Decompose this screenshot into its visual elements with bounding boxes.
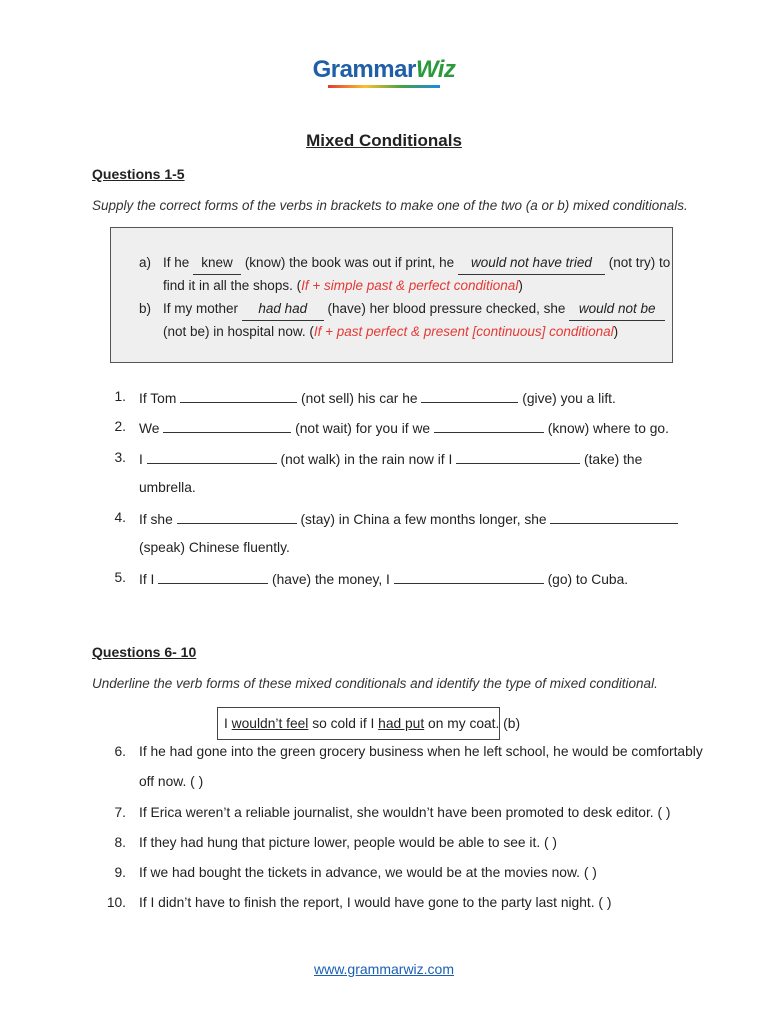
question-3 (139, 448, 642, 470)
example-a-close: ) (518, 278, 523, 293)
question-number: 1. (114, 389, 126, 404)
q1-text-a: If Tom (139, 391, 177, 406)
example-a-answer1: knew (193, 251, 241, 275)
question-1 (139, 387, 616, 409)
q1-blank-2[interactable] (421, 387, 518, 403)
q5-text-b: (have) the money, I (272, 572, 390, 587)
q4-text-b: (stay) in China a few months longer, she (300, 512, 547, 527)
question-10: If I didn’t have to finish the report, I would have gone to the party last night. ( ) (139, 895, 612, 910)
sample-underlined-2: had put (378, 716, 425, 731)
example-a-text1: If he (163, 255, 190, 270)
example-b-cont: (not be) in hospital now. ( (163, 324, 314, 339)
question-4 (139, 508, 678, 530)
q2-blank-2[interactable] (434, 417, 544, 433)
question-number: 7. (114, 805, 126, 820)
question-number: 2. (114, 419, 126, 434)
section2-instruction: Underline the verb forms of these mixed conditionals and identify the type of mixed conditional. (92, 676, 658, 691)
section1-instruction: Supply the correct forms of the verbs in brackets to make one of the two (a or b) mixed conditionals. (92, 198, 688, 213)
question-number: 4. (114, 510, 126, 525)
example-a-answer2: would not have tried (458, 251, 605, 275)
example-b-answer1: had had (242, 297, 324, 321)
logo-rainbow-bar (328, 85, 440, 88)
question-5 (139, 568, 628, 590)
question-number: 5. (114, 570, 126, 585)
q5-blank-2[interactable] (394, 568, 544, 584)
grammarwiz-logo (0, 56, 768, 88)
example-a-text3: (not try) to (608, 255, 671, 270)
example-b-close: ) (613, 324, 619, 339)
question-number: 10. (106, 895, 126, 910)
question-number: 9. (114, 865, 126, 880)
question-2 (139, 417, 669, 439)
question-9: If we had bought the tickets in advance, we would be at the movies now. ( ) (139, 865, 597, 880)
q3-text-a: I (139, 452, 143, 467)
example-a-text2: (know) the book was out if print, he (244, 255, 455, 270)
q4-blank-1[interactable] (177, 508, 297, 524)
example-box (110, 227, 673, 363)
q3-text-c: (take) the (584, 452, 643, 467)
example-b-line2 (163, 320, 618, 343)
q5-blank-1[interactable] (158, 568, 268, 584)
question-number: 6. (114, 744, 126, 759)
example-a-mark: a) (139, 255, 152, 270)
q2-blank-1[interactable] (163, 417, 291, 433)
q4-text-a: If she (139, 512, 173, 527)
q1-text-b: (not sell) his car he (301, 391, 418, 406)
sample-text-3: on my coat. (b) (424, 716, 521, 731)
example-b-text2: (have) her blood pressure checked, she (327, 301, 566, 316)
q5-text-a: If I (139, 572, 155, 587)
q2-text-b: (not wait) for you if we (295, 421, 431, 436)
q3-blank-2[interactable] (456, 448, 580, 464)
footer-link[interactable]: www.grammarwiz.com (313, 961, 454, 977)
section2-heading: Questions 6- 10 (92, 644, 197, 660)
example-a-cont: find it in all the shops. ( (163, 278, 302, 293)
sample-answer-box (217, 707, 521, 740)
q5-text-c: (go) to Cuba. (547, 572, 629, 587)
sample-text-2: so cold if I (308, 716, 379, 731)
question-6-cont: off now. ( ) (139, 774, 204, 789)
question-number: 8. (114, 835, 126, 850)
q2-text-c: (know) where to go. (547, 421, 669, 436)
question-number: 3. (114, 450, 126, 465)
example-b-line1 (139, 297, 665, 321)
section1-heading: Questions 1-5 (92, 166, 185, 182)
example-b-mark: b) (139, 301, 152, 316)
logo-text-grammar: Grammar (312, 56, 416, 83)
question-7: If Erica weren’t a reliable journalist, she wouldn’t have been promoted to desk editor. ( ) (139, 805, 671, 820)
example-a-type-note: If + simple past & perfect conditional (301, 278, 519, 293)
logo-text-wiz: Wiz (415, 56, 456, 83)
q1-text-c: (give) you a lift. (522, 391, 616, 406)
sample-underlined-1: wouldn’t feel (231, 716, 309, 731)
q3-text-b: (not walk) in the rain now if I (280, 452, 453, 467)
q2-text-a: We (139, 421, 160, 436)
example-b-type-note: If + past perfect & present [continuous] conditional (313, 324, 614, 339)
q4-blank-2[interactable] (550, 508, 678, 524)
worksheet-title: Mixed Conditionals (306, 131, 462, 150)
q3-text-d: umbrella. (139, 480, 196, 495)
question-6: If he had gone into the green grocery business when he left school, he would be comfortably (139, 744, 703, 759)
q1-blank-1[interactable] (180, 387, 297, 403)
example-a-line1 (139, 251, 670, 275)
example-b-text1: If my mother (163, 301, 239, 316)
q3-blank-1[interactable] (147, 448, 277, 464)
sample-text-1: I (224, 716, 232, 731)
question-8: If they had hung that picture lower, people would be able to see it. ( ) (139, 835, 558, 850)
q4-text-d: (speak) Chinese fluently. (139, 540, 290, 555)
example-b-answer2: would not be (569, 297, 665, 321)
example-a-line2 (163, 274, 523, 297)
